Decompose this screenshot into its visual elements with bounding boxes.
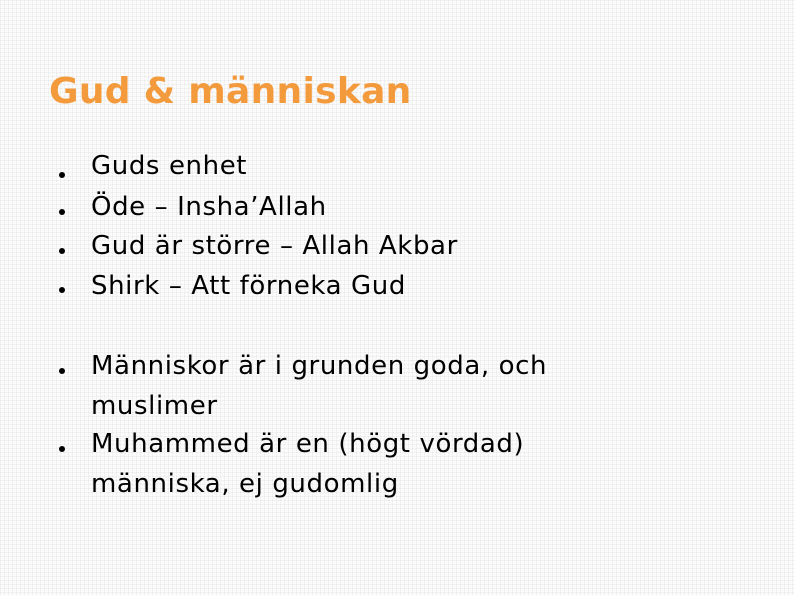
bullet-dot-icon	[59, 368, 65, 374]
bullet-dot-icon	[59, 446, 65, 452]
slide-title: Gud & människan	[49, 71, 412, 112]
bullet-text: Guds enhet	[91, 151, 248, 181]
bullet-dot-icon	[59, 209, 65, 215]
bullet-dot-icon	[59, 287, 65, 293]
bullet-text: Muhammed är en (högt vördad) människa, ej gudomlig	[91, 429, 525, 499]
bullet-text: Shirk – Att förneka Gud	[91, 271, 406, 301]
bullet-dot-icon	[59, 248, 65, 254]
bullet-text: Öde – Insha’Allah	[91, 192, 327, 222]
bullet-dot-icon	[59, 172, 65, 178]
bullet-text: Människor är i grunden goda, och muslimer	[91, 351, 548, 421]
bullet-text: Gud är större – Allah Akbar	[91, 231, 458, 261]
